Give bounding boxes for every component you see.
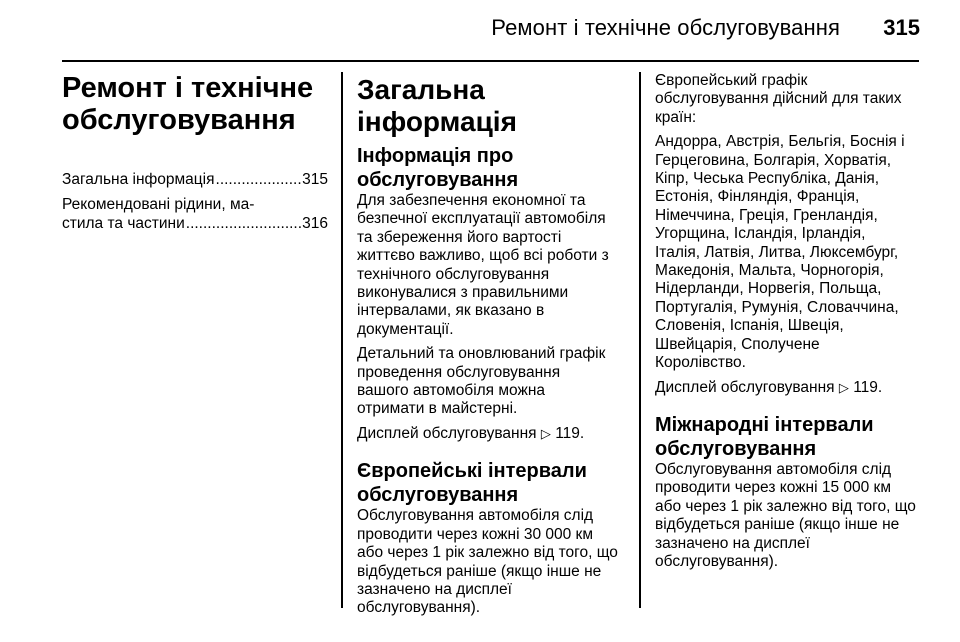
text-line: Нідерланди, Норвегія, Польща, (655, 280, 882, 298)
text-line: відбудеться раніше (якщо інше не (655, 516, 900, 534)
text-line: обслуговування). (655, 552, 779, 570)
text-line: безпечної експлуатації автомобіля (357, 210, 606, 228)
subheading: Європейські інтервали обслуговування (357, 460, 587, 507)
text-line: Естонія, Фінляндія, Франція, (655, 188, 860, 206)
text-line: отримати в майстерні. (357, 400, 518, 418)
text-line: або через 1 рік залежно від того, що (357, 544, 618, 562)
text-line: зазначено на дисплеї (655, 534, 810, 552)
header-rule (62, 60, 919, 62)
text-line: Герцеговина, Болгарія, Хорватія, (655, 151, 892, 169)
text-line: відбудеться раніше (якщо інше не (357, 562, 602, 580)
text-line: документації. (357, 320, 454, 338)
text-line: Кіпр, Чеська Республіка, Данія, (655, 170, 880, 188)
page-link[interactable]: 119. (555, 424, 585, 442)
toc-entry[interactable]: Загальна інформація ..... 315 (62, 170, 328, 189)
reference-arrow-icon: ▷ (540, 425, 551, 441)
page-number: 315 (883, 15, 920, 40)
column-divider (341, 72, 343, 608)
text-line: Детальний та оновлюваний графік (357, 345, 606, 363)
paragraph (655, 72, 923, 127)
text-line: проведення обслуговування (357, 363, 561, 381)
text-line: Португалія, Румунія, Словаччина, (655, 298, 899, 316)
toc-entry[interactable]: Рекомендовані рідини, ма- стила та частини ..... 316 (62, 195, 328, 233)
subheading: Інформація про обслуговування (357, 145, 519, 191)
text-line: технічного обслуговування (357, 265, 550, 283)
text-line: Італія, Латвія, Литва, Люксембург, (655, 243, 899, 261)
paragraph (655, 461, 923, 571)
paragraph (357, 192, 627, 339)
cross-reference: Дисплей обслуговування ▷ 119. (655, 378, 883, 396)
section-title: Загальна інформація (357, 74, 517, 137)
text-line: Угорщина, Ісландія, Ірландія, (655, 225, 866, 243)
column-2 (357, 72, 627, 618)
text-line: Обслуговування автомобіля слід (655, 460, 892, 478)
text-line: проводити через кожні 15 000 км (655, 479, 891, 497)
text-line: Обслуговування автомобіля слід (357, 507, 594, 525)
text-line: Швейцарія, Сполучене (655, 335, 820, 353)
text-line: обслуговування дійсний для таких (655, 90, 902, 108)
text-line: зазначено на дисплеї (357, 580, 512, 598)
column-3 (655, 72, 923, 571)
column-1 (62, 72, 328, 239)
reference-arrow-icon: ▷ (838, 379, 849, 395)
running-title: Ремонт і технічне обслуговування (491, 15, 840, 40)
subheading: Міжнародні інтервали обслуговування (655, 413, 874, 460)
column-divider (639, 72, 641, 608)
text-line: або через 1 рік залежно від того, що (655, 497, 916, 515)
text-line: виконувалися з правильними (357, 284, 569, 302)
text-line: Андорра, Австрія, Бельгія, Боснія і (655, 133, 905, 151)
text-line: та збереження його вартості (357, 228, 562, 246)
paragraph (357, 507, 627, 617)
country-list (655, 133, 923, 372)
text-line: Для забезпечення економної та (357, 192, 586, 209)
text-line: вашого автомобіля можна (357, 382, 546, 400)
text-line: життєво важливо, щоб всі роботи з (357, 247, 609, 265)
text-line: Німеччина, Греція, Гренландія, (655, 206, 878, 224)
paragraph (357, 345, 627, 419)
text-line: інтервалами, як вказано в (357, 302, 545, 320)
text-line: Королівство. (655, 354, 746, 372)
text-line: обслуговування). (357, 599, 481, 617)
cross-reference: Дисплей обслуговування ▷ 119. (357, 424, 585, 442)
table-of-contents (62, 170, 328, 233)
text-line: країн: (655, 108, 697, 126)
text-line: проводити через кожні 30 000 км (357, 525, 593, 543)
chapter-title: Ремонт і технічне обслуговування (62, 72, 314, 136)
text-line: Європейський графік (655, 72, 808, 89)
text-line: Македонія, Мальта, Чорногорія, (655, 262, 884, 280)
text-line: Словенія, Іспанія, Швеція, (655, 317, 844, 335)
page-link[interactable]: 119. (853, 378, 883, 396)
